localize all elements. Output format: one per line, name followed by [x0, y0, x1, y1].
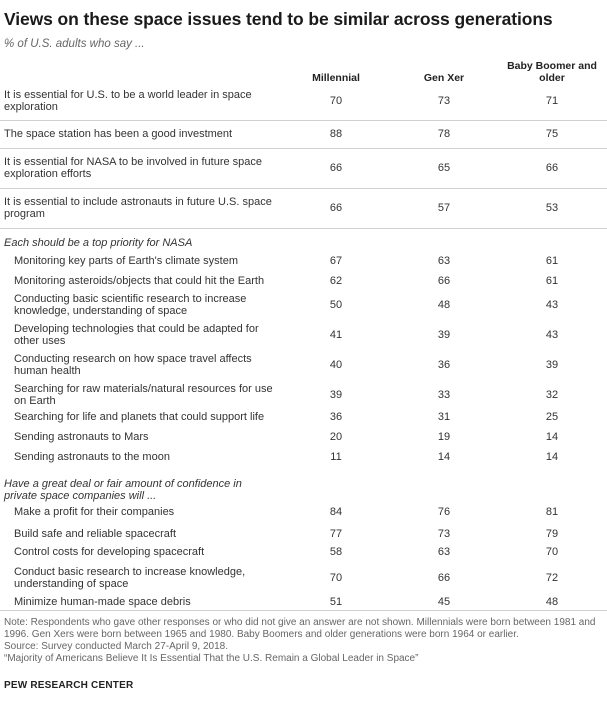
row-value: 48 [545, 596, 559, 608]
row-label: Monitoring key parts of Earth's climate system [14, 255, 239, 267]
table-row [0, 196, 607, 220]
row-label: It is essential to include astronauts in future U.S. space program [4, 196, 272, 220]
row-value: 76 [437, 506, 451, 518]
table-row [0, 451, 607, 463]
row-value: 39 [545, 359, 559, 371]
table-row [0, 323, 607, 347]
row-value: 67 [329, 255, 343, 267]
row-value: 72 [545, 572, 559, 584]
row-divider [0, 228, 607, 229]
row-value: 57 [437, 202, 451, 214]
column-header-gen-xer: Gen Xer [423, 72, 465, 84]
row-value: 70 [329, 572, 343, 584]
row-value: 66 [329, 162, 343, 174]
row-divider [0, 120, 607, 121]
row-label: Sending astronauts to Mars [14, 431, 149, 443]
row-value: 84 [329, 506, 343, 518]
table-row [0, 528, 607, 540]
row-value: 40 [329, 359, 343, 371]
row-label: Searching for life and planets that could support life [14, 411, 265, 423]
row-value: 71 [545, 95, 559, 107]
figure-subtitle: % of U.S. adults who say ... [4, 38, 145, 50]
row-label: It is essential for U.S. to be a world leader in space exploration [4, 89, 252, 113]
row-value: 70 [329, 95, 343, 107]
row-value: 78 [437, 128, 451, 140]
table-row [0, 255, 607, 267]
row-value: 70 [545, 546, 559, 558]
row-value: 33 [437, 389, 451, 401]
row-value: 20 [329, 431, 343, 443]
row-value: 66 [437, 275, 451, 287]
section-label-nasa-priorities: Each should be a top priority for NASA [4, 237, 193, 249]
row-value: 63 [437, 546, 451, 558]
column-header-millennial: Millennial [312, 72, 360, 84]
table-row [0, 128, 607, 140]
footnote-report: “Majority of Americans Believe It Is Essential That the U.S. Remain a Global Leader in Space” [4, 653, 419, 664]
row-value: 65 [437, 162, 451, 174]
row-value: 14 [545, 451, 559, 463]
table-row [0, 546, 607, 558]
table-row [0, 411, 607, 423]
row-label: Conducting basic scientific research to increase knowledge, understanding of space [14, 293, 247, 317]
figure-title: Views on these space issues tend to be similar across generations [4, 9, 553, 29]
row-label: Make a profit for their companies [14, 506, 175, 518]
row-value: 51 [329, 596, 343, 608]
row-value: 32 [545, 389, 559, 401]
row-label: Searching for raw materials/natural resources for use on Earth [14, 383, 273, 407]
table-row [0, 89, 607, 113]
row-label: It is essential for NASA to be involved in future space exploration efforts [4, 156, 263, 180]
footnote [4, 617, 604, 665]
row-value: 62 [329, 275, 343, 287]
organization-name: PEW RESEARCH CENTER [4, 680, 134, 691]
section-label-private-companies: Have a great deal or fair amount of confidence in private space companies will ... [4, 478, 242, 502]
row-value: 11 [330, 451, 342, 463]
row-value: 25 [545, 411, 559, 423]
row-label: Monitoring asteroids/objects that could hit the Earth [14, 275, 265, 287]
row-value: 39 [437, 329, 451, 341]
row-label: Conduct basic research to increase knowledge, understanding of space [14, 566, 246, 590]
footnote-source: Source: Survey conducted March 27-April 9, 2018. [4, 641, 229, 652]
row-value: 73 [437, 95, 451, 107]
table-row [0, 596, 607, 608]
row-value: 31 [437, 411, 451, 423]
row-value: 77 [329, 528, 343, 540]
row-value: 39 [329, 389, 343, 401]
row-value: 43 [545, 329, 559, 341]
row-value: 53 [545, 202, 559, 214]
row-label: Minimize human-made space debris [14, 596, 191, 608]
table-row [0, 566, 607, 590]
row-divider [0, 610, 607, 611]
table-row [0, 353, 607, 377]
row-value: 63 [437, 255, 451, 267]
row-value: 88 [329, 128, 343, 140]
row-label: Developing technologies that could be adapted for other uses [14, 323, 259, 347]
row-value: 14 [545, 431, 559, 443]
row-value: 36 [329, 411, 343, 423]
table-row [0, 293, 607, 317]
table-row [0, 431, 607, 443]
row-value: 66 [437, 572, 451, 584]
row-value: 73 [437, 528, 451, 540]
footnote-note: Note: Respondents who gave other responses or who did not give an answer are not shown. Millennials were born between 1981 and 1996. Gen Xers were born between 1965 and 1980. Baby Boomers and older generations were born 1964 or earlier. [4, 617, 596, 640]
row-value: 66 [329, 202, 343, 214]
row-value: 45 [437, 596, 451, 608]
row-value: 48 [437, 299, 451, 311]
row-value: 61 [545, 275, 559, 287]
row-value: 50 [329, 299, 343, 311]
row-value: 19 [437, 431, 451, 443]
table-row [0, 275, 607, 287]
row-value: 79 [545, 528, 559, 540]
table-row [0, 383, 607, 407]
row-value: 41 [329, 329, 343, 341]
row-value: 81 [545, 506, 559, 518]
row-value: 66 [545, 162, 559, 174]
table-row [0, 506, 607, 518]
row-label: Build safe and reliable spacecraft [14, 528, 177, 540]
row-value: 43 [545, 299, 559, 311]
row-label: Sending astronauts to the moon [14, 451, 170, 463]
row-value: 75 [545, 128, 559, 140]
row-value: 36 [437, 359, 451, 371]
row-divider [0, 148, 607, 149]
column-header-boomer: Baby Boomer and older [507, 60, 597, 84]
row-value: 58 [329, 546, 343, 558]
row-label: The space station has been a good investment [4, 128, 233, 140]
row-label: Conducting research on how space travel affects human health [14, 353, 252, 377]
row-value: 14 [437, 451, 451, 463]
table-row [0, 156, 607, 180]
row-label: Control costs for developing spacecraft [14, 546, 205, 558]
row-divider [0, 188, 607, 189]
row-value: 61 [545, 255, 559, 267]
